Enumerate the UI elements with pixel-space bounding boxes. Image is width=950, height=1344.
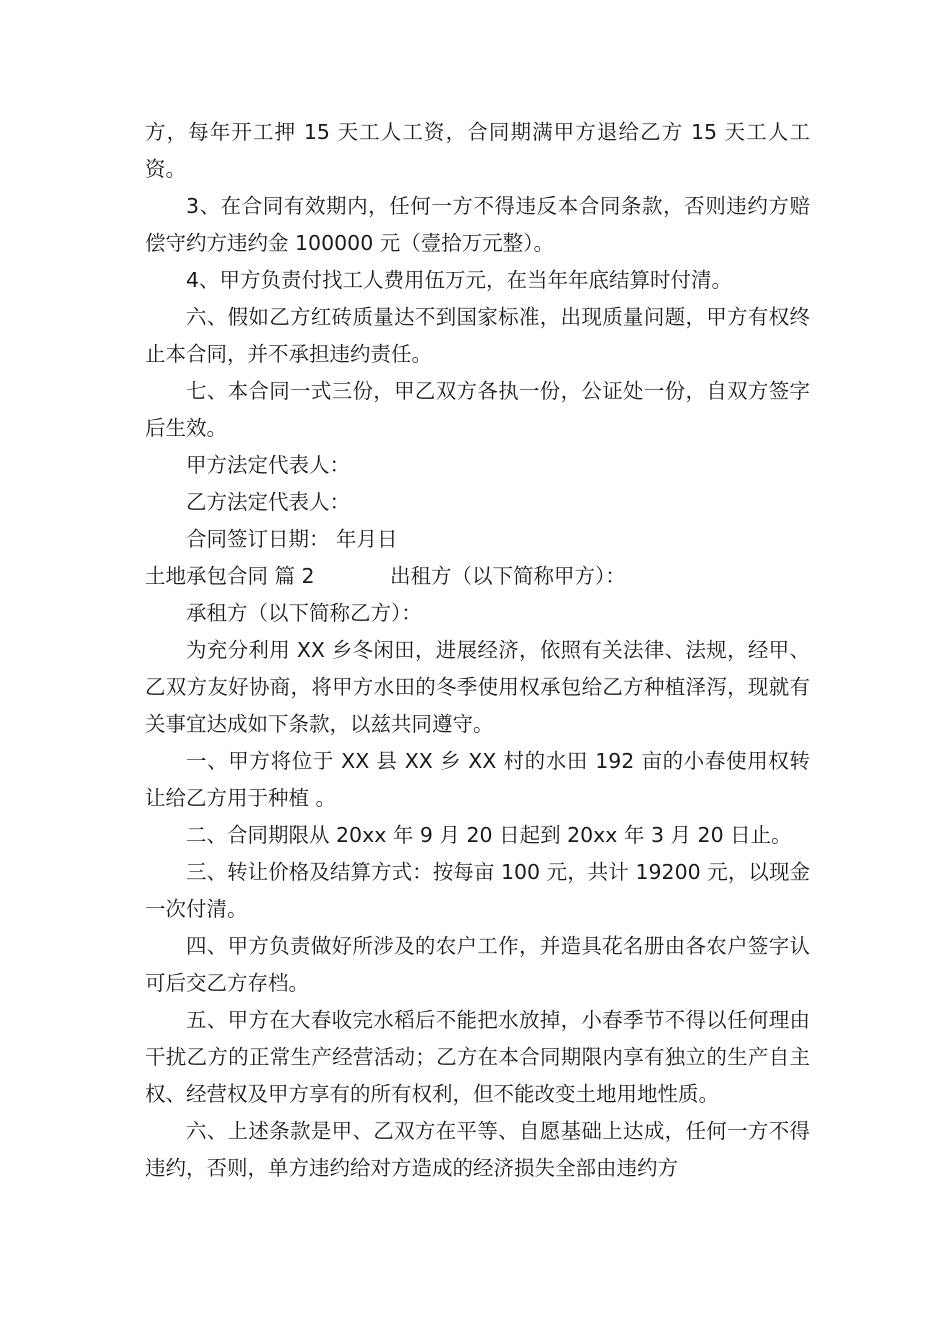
lessee-line: 承租方（以下简称乙方）： (186, 601, 422, 625)
paragraph-clause-4: 4、甲方负责付找工人费用伍万元，在当年年底结算时付清。 (186, 268, 733, 292)
document-body (145, 114, 810, 1187)
lessor-line: 出租方（以下简称甲方）： (390, 564, 626, 588)
paragraph-article-6: 六、假如乙方红砖质量达不到国家标准，出现质量问题，甲方有权终止本合同，并不承担违约责任。 (145, 305, 810, 366)
section-title: 土地承包合同 篇 2 (145, 564, 315, 588)
signing-date: 合同签订日期： 年月日 (186, 527, 398, 551)
section-heading (145, 558, 810, 595)
paragraph-article-5: 五、甲方在大春收完水稻后不能把水放掉，小春季节不得以任何理由干扰乙方的正常生产经营活动；乙方在本合同期限内享有独立的生产自主权、经营权及甲方享有的所有权利，但不能改变土地用地性质。 (145, 1008, 810, 1106)
party-b-representative: 乙方法定代表人： (186, 490, 350, 514)
party-a-representative: 甲方法定代表人： (186, 453, 350, 477)
paragraph-article-3: 三、转让价格及结算方式：按每亩 100 元，共计 19200 元，以现金一次付清。 (145, 860, 810, 921)
paragraph-wage-deposit: 方，每年开工押 15 天工人工资，合同期满甲方退给乙方 15 天工人工资。 (145, 120, 810, 181)
paragraph-article-6-b: 六、上述条款是甲、乙双方在平等、自愿基础上达成，任何一方不得违约，否则，单方违约给对方造成的经济损失全部由违约方 (145, 1119, 810, 1180)
paragraph-article-4: 四、甲方负责做好所涉及的农户工作，并造具花名册由各农户签字认可后交乙方存档。 (145, 934, 810, 995)
paragraph-preamble: 为充分利用 XX 乡冬闲田，进展经济，依照有关法律、法规，经甲、乙双方友好协商，将甲方水田的冬季使用权承包给乙方种植泽泻，现就有关事宜达成如下条款，以兹共同遵守。 (145, 638, 810, 736)
paragraph-article-1: 一、甲方将位于 XX 县 XX 乡 XX 村的水田 192 亩的小春使用权转让给乙方用于种植 。 (145, 749, 810, 810)
paragraph-article-7: 七、本合同一式三份，甲乙双方各执一份，公证处一份，自双方签字后生效。 (145, 379, 810, 440)
paragraph-article-2: 二、合同期限从 20xx 年 9 月 20 日起到 20xx 年 3 月 20 日止。 (186, 823, 792, 847)
paragraph-clause-3: 3、在合同有效期内，任何一方不得违反本合同条款，否则违约方赔偿守约方违约金 100000 元（壹拾万元整）。 (145, 194, 810, 255)
